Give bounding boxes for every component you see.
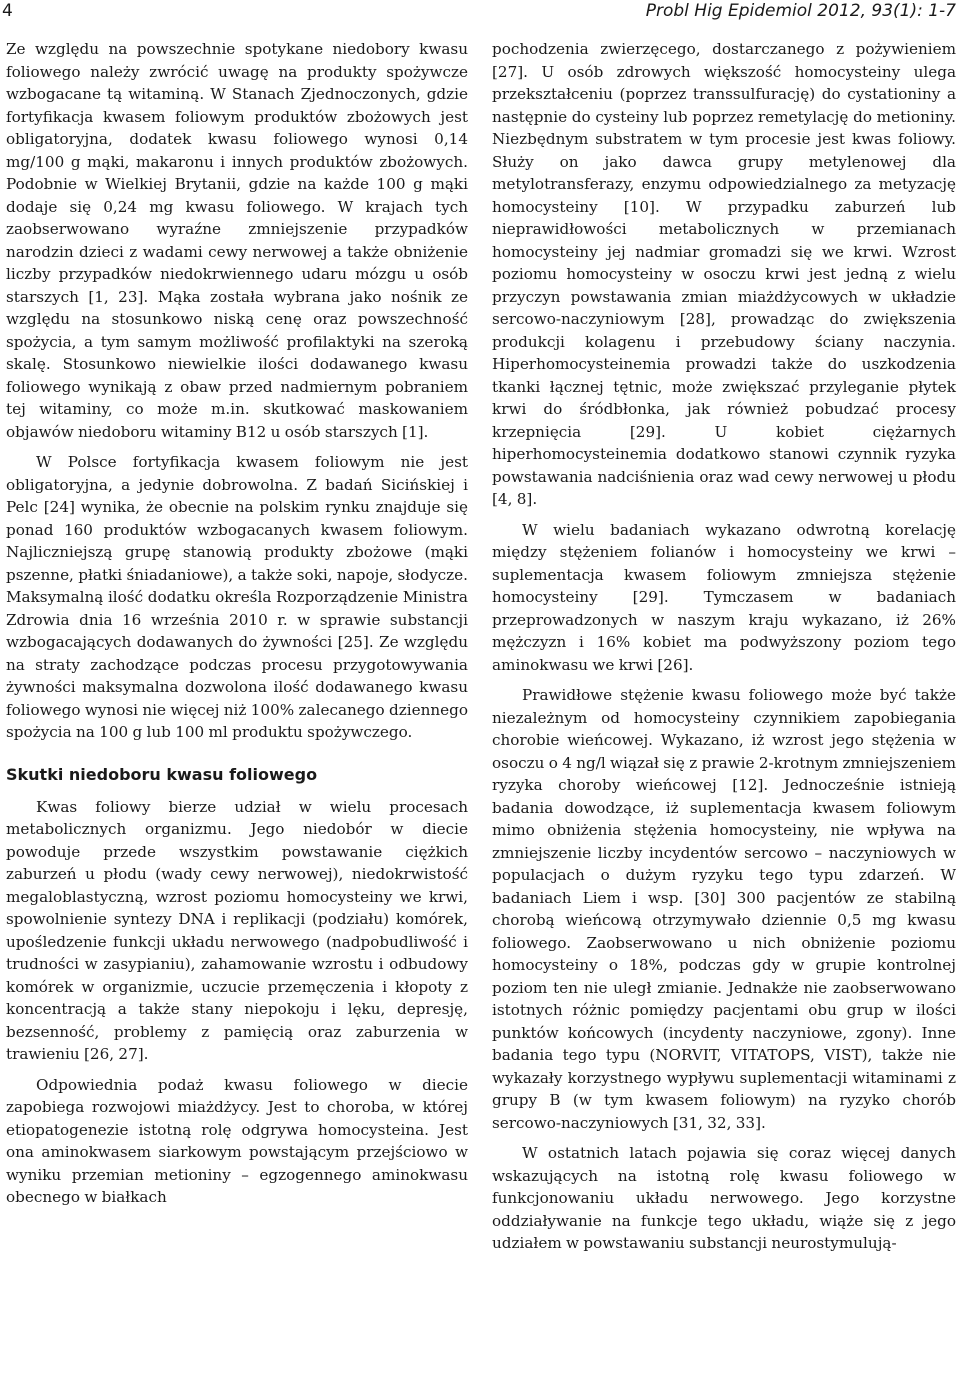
left-column bbox=[0, 38, 474, 1378]
page-header bbox=[0, 0, 960, 28]
section-heading: Skutki niedoboru kwasu foliowego bbox=[6, 764, 318, 784]
body-paragraph: W ostatnich latach pojawia się coraz więcej danych wskazujących na istotną rolę kwasu foliowego w funkcjonowaniu układu nerwowego. Jego korzystne oddziaływanie na funkcje tego układu, wiąże się z jego udziałem w powstawaniu substancji neurostymulują- bbox=[492, 1144, 956, 1252]
body-paragraph: W Polsce fortyfikacja kwasem foliowym nie jest obligatoryjna, a jedynie dobrowolna. Z badań Sicińskiej i Pelc [24] wynika, że obecnie na polskim rynku znajduje się ponad 160 produktów wzbogacanych kwasem foliowym. Najliczniejszą grupę stanowią produkty zbożowe (mąki pszenne, płatki śniadaniowe), a także soki, napoje, słodycze. Maksymalną ilość dodatku określa Rozporządzenie Ministra Zdrowia dnia 16 września 2010 r. w sprawie substancji wzbogacających dodawanych do żywności [25]. Ze względu na straty zachodzące podczas procesu przygotowywania żywności maksymalna dozwolona ilość dodawanego kwasu foliowego wynosi nie więcej niż 100% zalecanego dziennego spożycia na 100 g lub 100 ml produktu spożywczego. bbox=[6, 453, 468, 741]
page-number: 4 bbox=[2, 1, 13, 21]
body-paragraph: Prawidłowe stężenie kwasu foliowego może być także niezależnym od homocysteiny czynnikiem zapobiegania chorobie wieńcowej. Wykazano, iż wzrost jego stężenia w osoczu o 4 ng/l wiązał się z prawie 2-krotnym zmniejszeniem ryzyka choroby wieńcowej [12]. Jednocześnie istnieją badania dowodzące, iż suplementacja kwasem foliowym mimo obniżenia stężenia homocysteiny, nie wpływa na zmniejszenie liczby incydentów sercowo – naczyniowych w populacjach o dużym ryzyku tego typu zdarzeń. W badaniach Liem i wsp. [30] 300 pacjentów ze stabilną chorobą wieńcową otrzymywało dziennie 0,5 mg kwasu foliowego. Zaobserwowano u nich obniżenie poziomu homocysteiny o 18%, podczas gdy w grupie kontrolnej poziom ten nie uległ zmianie. Jednakże nie zaobserwowano istotnych różnic pomiędzy pacjentami obu grup w ilości punktów końcowych (incydenty naczyniowe, zgony). Inne badania tego typu (NORVIT, VITATOPS, VIST), także nie wykazały korzystnego wypływu suplementacji witaminami z grupy B (w tym kwasem foliowym) na ryzyko chorób sercowo-naczyniowych [31, 32, 33]. bbox=[492, 686, 956, 1132]
body-paragraph: pochodzenia zwierzęcego, dostarczanego z pożywieniem [27]. U osób zdrowych większość homocysteiny ulega przekształceniu (poprzez transsulfurację) do cystationiny a następnie do cysteiny lub poprzez remetylację do metioniny. Niezbędnym substratem w tym procesie jest kwas foliowy. Służy on jako dawca grupy metylenowej dla metylotransferazy, enzymu odpowiedzialnego za metyzację homocysteiny [10]. W przypadku zaburzeń lub nieprawidłowości metabolicznych w przemianach homocysteiny jej nadmiar gromadzi się we krwi. Wzrost poziomu homocysteiny w osoczu krwi jest jedną z wielu przyczyn powstawania zmian miażdżycowych w układzie sercowo-naczyniowym [28], prowadząc do zwiększenia produkcji kolagenu i przebudowy ściany naczynia. Hiperhomocysteinemia prowadzi także do uszkodzenia tkanki łącznej tętnic, może zwiększać przyleganie płytek krwi do śródbłonka, jak również pobudzać procesy krzepnięcia [29]. U kobiet ciężarnych hiperhomocysteinemia dodatkowo stanowi czynnik ryzyka powstawania nadciśnienia oraz wad cewy nerwowej u płodu [4, 8]. bbox=[492, 40, 956, 508]
body-paragraph: Odpowiednia podaż kwasu foliowego w diecie zapobiega rozwojowi miażdżycy. Jest to choroba, w której etiopatogenezie istotną rolę odgrywa homocysteina. Jest ona aminokwasem siarkowym powstającym przejściowo w wyniku przemian metioniny – egzogennego aminokwasu obecnego w białkach bbox=[6, 1075, 468, 1206]
body-paragraph: Ze względu na powszechnie spotykane niedobory kwasu foliowego należy zwrócić uwagę na produkty spożywcze wzbogacane tą witaminą. W Stanach Zjednoczonych, gdzie fortyfikacja kwasem foliowym produktów zbożowych jest obligatoryjna, dodatek kwasu foliowego wynosi 0,14 mg/100 g mąki, makaronu i innych produktów zbożowych. Podobnie w Wielkiej Brytanii, gdzie na każde 100 g mąki dodaje się 0,24 mg kwasu foliowego. W krajach tych zaobserwowano wyraźne zmniejszenie przypadków narodzin dzieci z wadami cewy nerwowej a także obniżenie liczby przypadków niedokrwiennego udaru mózgu u osób starszych [1, 23]. Mąka została wybrana jako nośnik ze względu na stosunkowo niską cenę oraz powszechność spożycia, a tym samym możliwość profilaktyki na szeroką skalę. Stosunkowo niewielkie ilości dodawanego kwasu foliowego wynikają z obaw przed nadmiernym pobraniem tej witaminy, co może m.in. skutkować maskowaniem objawów niedoboru witaminy B12 u osób starszych [1]. bbox=[6, 40, 468, 441]
body-paragraph: Kwas foliowy bierze udział w wielu procesach metabolicznych organizmu. Jego niedobór w diecie powoduje przede wszystkim powstawanie ciężkich zaburzeń u płodu (wady cewy nerwowej), niedokrwistość megaloblastyczną, wzrost poziomu homocysteiny we krwi, spowolnienie syntezy DNA i replikacji (podziału) komórek, upośledzenie funkcji układu nerwowego (nadpobudliwość i trudności w zasypianiu), zahamowanie wzrostu i odbudowy komórek w organizmie, uczucie przemęczenia i kłopoty z koncentracją a także stany niepokoju i lęku, depresję, bezsenność, problemy z pamięcią oraz zaburzenia w trawieniu [26, 27]. bbox=[6, 797, 468, 1063]
journal-reference: Probl Hig Epidemiol 2012, 93(1): 1-7 bbox=[645, 1, 956, 21]
right-column bbox=[486, 38, 960, 1378]
article-body bbox=[0, 38, 960, 1378]
body-paragraph: W wielu badaniach wykazano odwrotną korelację między stężeniem folianów i homocysteiny we krwi – suplementacja kwasem foliowym zmniejsza stężenie homocysteiny [29]. Tymczasem w badaniach przeprowadzonych w naszym kraju wykazano, iż 26% mężczyzn i 16% kobiet ma podwyższony poziom tego aminokwasu we krwi [26]. bbox=[492, 520, 956, 674]
